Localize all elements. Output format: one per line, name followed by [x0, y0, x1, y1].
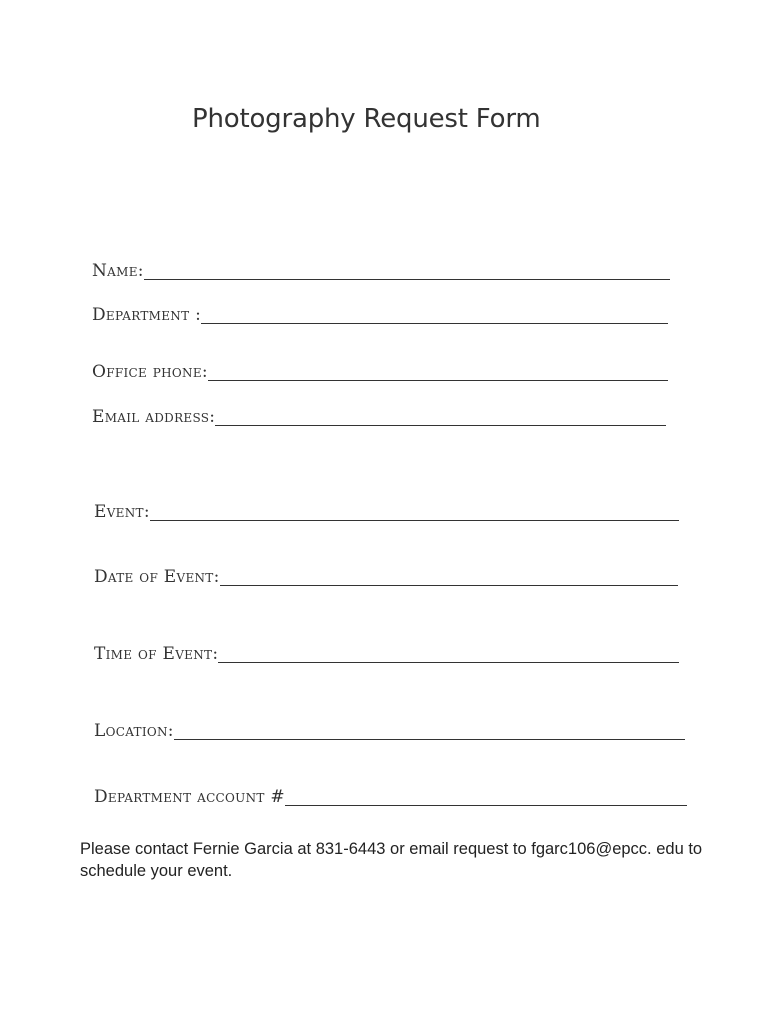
email-address-input-line[interactable] — [215, 424, 666, 426]
email-address-field — [92, 402, 666, 428]
name-label: Name: — [92, 261, 144, 281]
date-of-event-field — [94, 562, 678, 588]
event-input-line[interactable] — [150, 519, 679, 521]
department-input-line[interactable] — [201, 322, 668, 324]
department-account-input-line[interactable] — [285, 804, 687, 806]
date-of-event-label: Date of Event: — [94, 567, 220, 587]
event-field — [94, 497, 679, 523]
department-account-label: Department account # — [94, 787, 285, 807]
office-phone-label: Office phone: — [92, 362, 208, 382]
department-account-field — [94, 782, 687, 808]
date-of-event-input-line[interactable] — [220, 584, 678, 586]
location-field — [94, 716, 685, 742]
office-phone-input-line[interactable] — [208, 379, 668, 381]
contact-instructions: Please contact Fernie Garcia at 831-6443 or email request to fgarc106@epcc. edu to schedule your event. — [80, 840, 703, 880]
time-of-event-input-line[interactable] — [218, 661, 679, 663]
time-of-event-label: Time of Event: — [94, 644, 219, 664]
name-field — [92, 256, 670, 282]
department-field — [92, 300, 668, 326]
event-label: Event: — [94, 502, 150, 522]
location-input-line[interactable] — [174, 738, 685, 740]
email-address-label: Email address: — [92, 407, 216, 427]
location-label: Location: — [94, 721, 174, 741]
department-label: Department : — [92, 305, 202, 325]
time-of-event-field — [94, 639, 679, 665]
form-title: Photography Request Form — [192, 104, 541, 134]
name-input-line[interactable] — [144, 278, 670, 280]
office-phone-field — [92, 357, 668, 383]
